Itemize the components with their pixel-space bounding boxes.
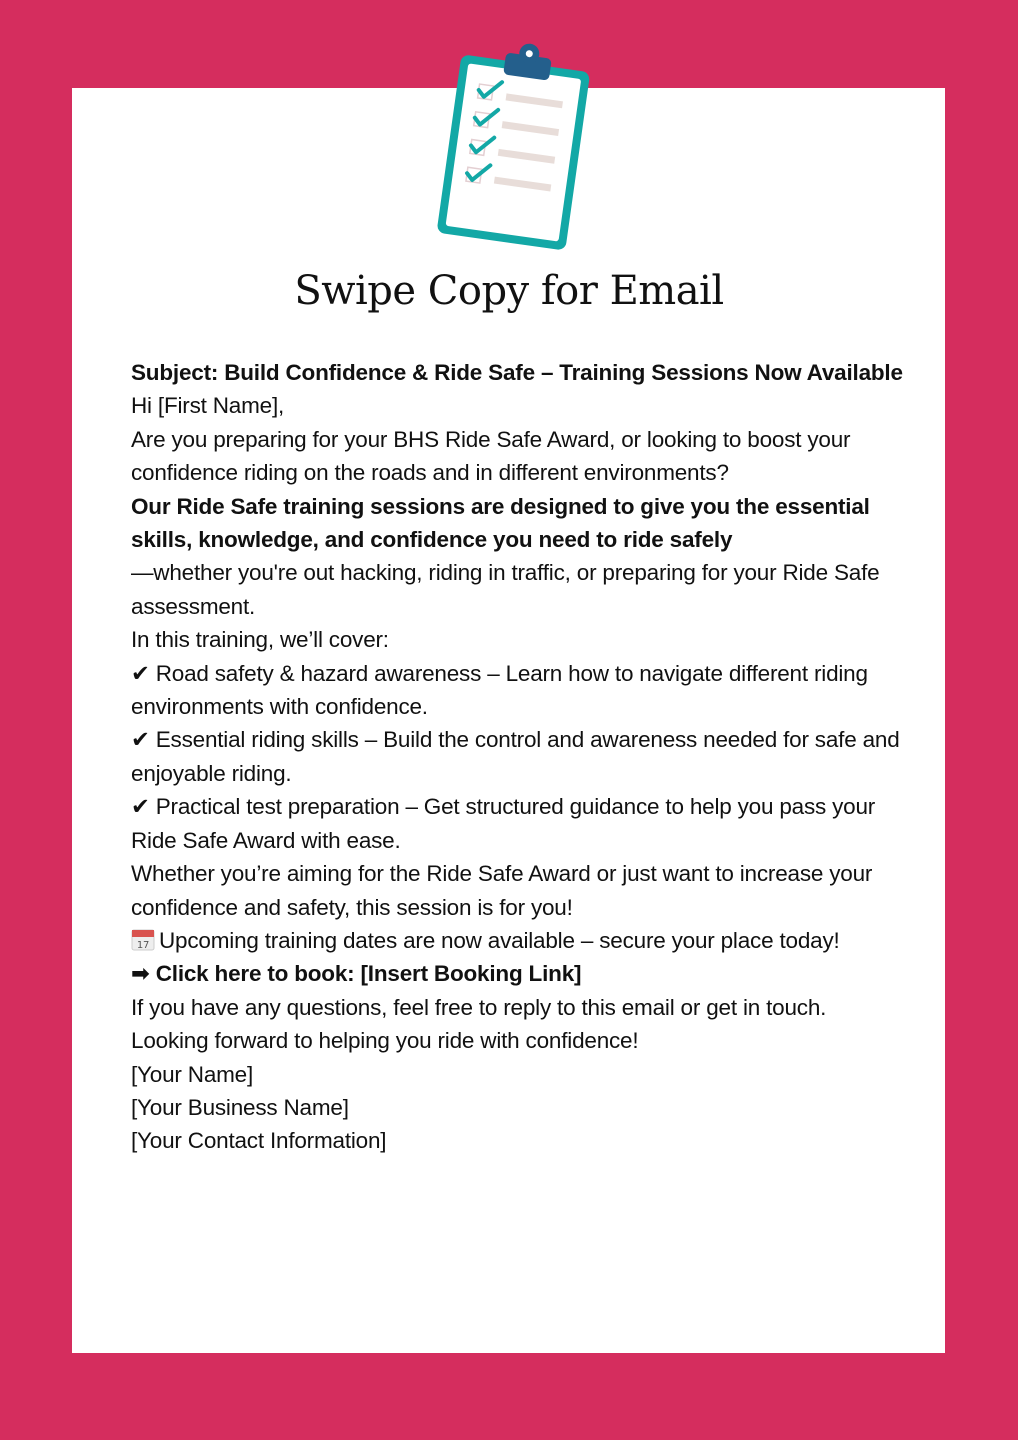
check-mark-icon: ✔: [131, 794, 150, 820]
whether-paragraph: Whether you’re aiming for the Ride Safe Award or just want to increase your confidence and safety, this session is for you!: [131, 861, 873, 920]
email-greeting: Hi [First Name],: [131, 393, 285, 419]
signature-contact: [Your Contact Information]: [131, 1128, 387, 1154]
check-mark-icon: ✔: [131, 727, 150, 753]
email-intro: Are you preparing for your BHS Ride Safe Award, or looking to boost your confidence riding on the roads and in different environments?: [131, 426, 851, 486]
bullet-text: Essential riding skills – Build the control and awareness needed for safe and enjoyable riding.: [131, 727, 900, 786]
closing-paragraph: Looking forward to helping you ride with confidence!: [131, 1028, 639, 1054]
bullet-item: [131, 790, 921, 857]
signature-name: [Your Name]: [131, 1061, 254, 1087]
booking-link-text[interactable]: Click here to book: [Insert Booking Link]: [155, 961, 582, 987]
bullet-item: [131, 723, 921, 790]
clipboard-checklist-icon: [420, 40, 600, 250]
email-highlight-continuation: —whether you're out hacking, riding in traffic, or preparing for your Ride Safe assessment.: [131, 560, 880, 619]
email-highlight: Our Ride Safe training sessions are designed to give you the essential skills, knowledge, and confidence you need to ride safely: [131, 493, 870, 553]
email-body: [131, 356, 921, 1158]
questions-paragraph: If you have any questions, feel free to reply to this email or get in touch.: [131, 994, 827, 1020]
bullet-text: Practical test preparation – Get structured guidance to help you pass your Ride Safe Award with ease.: [131, 794, 876, 853]
calendar-icon: [131, 927, 155, 951]
email-highlight-paragraph: [131, 490, 921, 624]
dates-paragraph: [131, 924, 921, 957]
dates-text: Upcoming training dates are now available – secure your place today!: [159, 927, 840, 953]
bullet-text: Road safety & hazard awareness – Learn how to navigate different riding environments with confidence.: [131, 660, 868, 720]
check-mark-icon: ✔: [131, 660, 150, 686]
right-arrow-icon: ➡: [131, 961, 150, 987]
booking-cta[interactable]: [131, 957, 921, 990]
bullet-item: [131, 657, 921, 724]
cover-intro: In this training, we’ll cover:: [131, 627, 389, 653]
email-subject: Subject: Build Confidence & Ride Safe – Training Sessions Now Available: [131, 360, 903, 385]
svg-text:17: 17: [136, 939, 150, 951]
signature-business: [Your Business Name]: [131, 1094, 349, 1120]
page-title: Swipe Copy for Email: [294, 268, 724, 314]
